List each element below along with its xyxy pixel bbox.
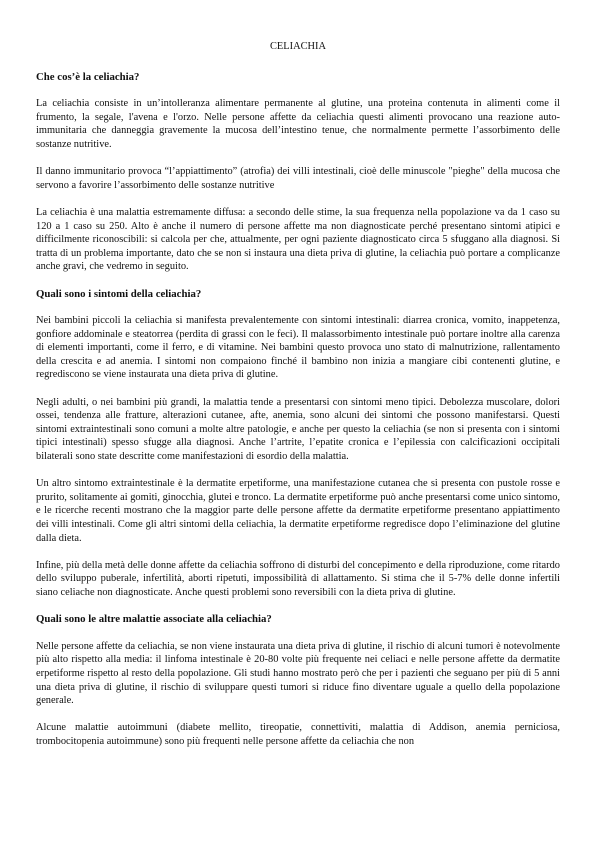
document-page (36, 40, 560, 762)
document-title: CELIACHIA (270, 41, 326, 52)
paragraph: Infine, più della metà delle donne affette da celiachia soffrono di disturbi del concepimento e della riproduzione, come ritardo dello sviluppo puberale, infertilità, aborti ripetuti, impossibilità di allattamento. Si stima che il 5-7% delle donne infertili siano celiache non diagnosticate. Anche questi problemi sono reversibili con la dieta priva di glutine. (36, 559, 560, 598)
section-heading: Quali sono le altre malattie associate alla celiachia? (36, 613, 272, 626)
paragraph: La celiachia consiste in un’intolleranza alimentare permanente al glutine, una proteina contenuta in alimenti come il frumento, la segale, l'avena e l'orzo. Nelle persone affette da celiachia questi alimenti provocano una reazione auto-immunitaria che danneggia gravemente la mucosa dell’intestino tenue, che normalmente permette l’assorbimento delle sostanze nutritive. (36, 98, 560, 150)
section-what-is-celiac (36, 71, 560, 274)
paragraph: Nei bambini piccoli la celiachia si manifesta prevalentemente con sintomi intestinali: diarrea cronica, vomito, inappetenza, gonfiore addominale e steatorrea (perdita di grassi con le feci). Il malassorbimento intestinale può portare inoltre alla carenza di elementi importanti, come il ferro, e di vitamine. Nei bambini questo provoca uno stato di malnutrizione, rallentamento della crescita e ad anemia. I sintomi non compaiono finché il bambino non inizia a mangiare cibi contenenti glutine, e regrediscono se viene instaurata una dieta priva di glutine. (36, 315, 560, 381)
section-heading: Quali sono i sintomi della celiachia? (36, 287, 202, 300)
paragraph: Un altro sintomo extraintestinale è la dermatite erpetiforme, una manifestazione cutanea che si presenta con pustole rosse e prurito, solitamente ai gomiti, ginocchia, glutei e tronco. La dermatite erpetiforme può anche presentarsi come unico sintomo, e le ricerche recenti mostrano che la maggior parte delle persone affette da dermatite erpetiforme presentano appiattimento dei villi intestinali. Come gli altri sintomi della celiachia, la dermatite erpetiforme regredisce dopo l’eliminazione del glutine dalla dieta. (36, 478, 560, 544)
section-symptoms (36, 288, 560, 600)
paragraph: Negli adulti, o nei bambini più grandi, la malattia tende a presentarsi con sintomi meno tipici. Debolezza muscolare, dolori ossei, tendenza alle fratture, alterazioni cutanee, afte, anemia, sono alcuni dei sintomi che possono manifestarsi. Questi sintomi extraintestinali sono comuni a molte altre patologie, e anche per questo la celiachia (se non si presenta con i sintomi tipici intestinali) spesso sfugge alla diagnosi. Anche l’artrite, l’epatite cronica e l’epilessia con calcificazioni occipitali bilaterali sono state descritte come manifestazioni di esordio della malattia. (36, 396, 560, 463)
paragraph: Il danno immunitario provoca “l’appiattimento” (atrofia) dei villi intestinali, cioè delle minuscole "pieghe" della mucosa che servono a favorire l’assorbimento delle sostanze nutritive (36, 166, 560, 191)
paragraph: La celiachia è una malattia estremamente diffusa: a secondo delle stime, la sua frequenza nella popolazione va da 1 caso su 120 a 1 caso su 250. Alto è anche il numero di persone affette ma non diagnosticate perché presentano sintomi atipici e difficilmente riconoscibili: si calcola per che, attualmente, per ogni paziente diagnosticato circa 5 sfuggano alla diagnosi. Si tratta di un problema importante, dato che se non si instaura una dieta priva di glutine, la celiachia può portare a complicanze anche gravi, che vedremo in seguito. (36, 206, 560, 273)
section-associated-diseases (36, 613, 560, 748)
paragraph: Nelle persone affette da celiachia, se non viene instaurata una dieta priva di glutine, il rischio di alcuni tumori è notevolmente più alto rispetto alla media: il linfoma intestinale è 20-80 volte più frequente nei celiaci e nelle persone affette da dermatite erpetiforme rispetto al resto della popolazione. Gli studi hanno mostrato però che per i pazienti che seguano per più di 5 anni una dieta priva di glutine, il rischio di sviluppare questi tumori si riduce fino diventare uguale a quello della popolazione generale. (36, 640, 560, 707)
paragraph: Alcune malattie autoimmuni (diabete mellito, tireopatie, connettiviti, malattia di Addison, anemia perniciosa, trombocitopenia autoimmune) sono più frequenti nelle persone affette da celiachia che non (36, 722, 560, 747)
section-heading: Che cos’è la celiachia? (36, 70, 140, 83)
